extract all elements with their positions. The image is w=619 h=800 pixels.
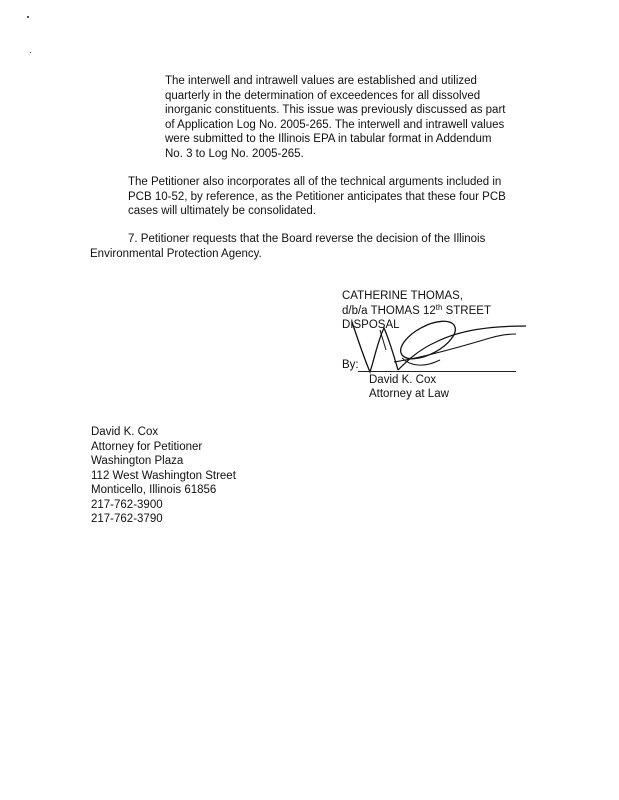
paragraph-line: of Application Log No. 2005-265. The interwell and intrawell values	[165, 118, 505, 131]
party-name-line: CATHERINE THOMAS,	[342, 290, 463, 302]
petitioner-paragraph	[128, 175, 528, 219]
party-dba-text-end: STREET	[442, 304, 491, 317]
paragraph-line: were submitted to the Illinois EPA in tabular format in Addendum	[165, 133, 492, 145]
indented-paragraph	[165, 74, 535, 161]
paragraph-line: Environmental Protection Agency.	[90, 247, 262, 260]
paragraph-line: quarterly in the determination of exceedences for all dissolved	[165, 89, 481, 102]
signer-title: Attorney at Law	[369, 388, 449, 400]
address-block	[91, 425, 311, 527]
address-line: David K. Cox	[91, 426, 159, 438]
address-line: 217-762-3900	[91, 498, 163, 511]
paragraph-line: 7. Petitioner requests that the Board reverse the decision of the Illinois	[128, 233, 486, 245]
signer-name: David K. Cox	[369, 374, 437, 386]
address-line: Monticello, Illinois 61856	[91, 484, 217, 496]
by-label: By:	[342, 359, 359, 371]
paragraph-line: inorganic constituents. This issue was previously discussed as part	[165, 104, 506, 116]
address-line: Washington Plaza	[91, 455, 184, 467]
party-dba-text: d/b/a THOMAS 12	[342, 304, 436, 317]
request-paragraph	[90, 232, 530, 261]
address-line: 217-762-3790	[91, 513, 163, 525]
scan-speck	[27, 16, 29, 18]
address-line: Attorney for Petitioner	[91, 440, 203, 453]
party-name-line: DISPOSAL	[342, 319, 400, 331]
address-line: 112 West Washington Street	[91, 469, 236, 482]
paragraph-line: The interwell and intrawell values are established and utilized	[165, 75, 477, 87]
scan-speck	[30, 52, 31, 53]
paragraph-line: The Petitioner also incorporates all of the technical arguments included in	[128, 176, 502, 188]
ordinal-suffix: th	[435, 302, 443, 312]
paragraph-line: No. 3 to Log No. 2005-265.	[165, 147, 304, 160]
paragraph-line: PCB 10-52, by reference, as the Petitioner anticipates that these four PCB	[128, 190, 506, 203]
paragraph-line: cases will ultimately be consolidated.	[128, 205, 316, 217]
signature-line	[358, 371, 516, 372]
